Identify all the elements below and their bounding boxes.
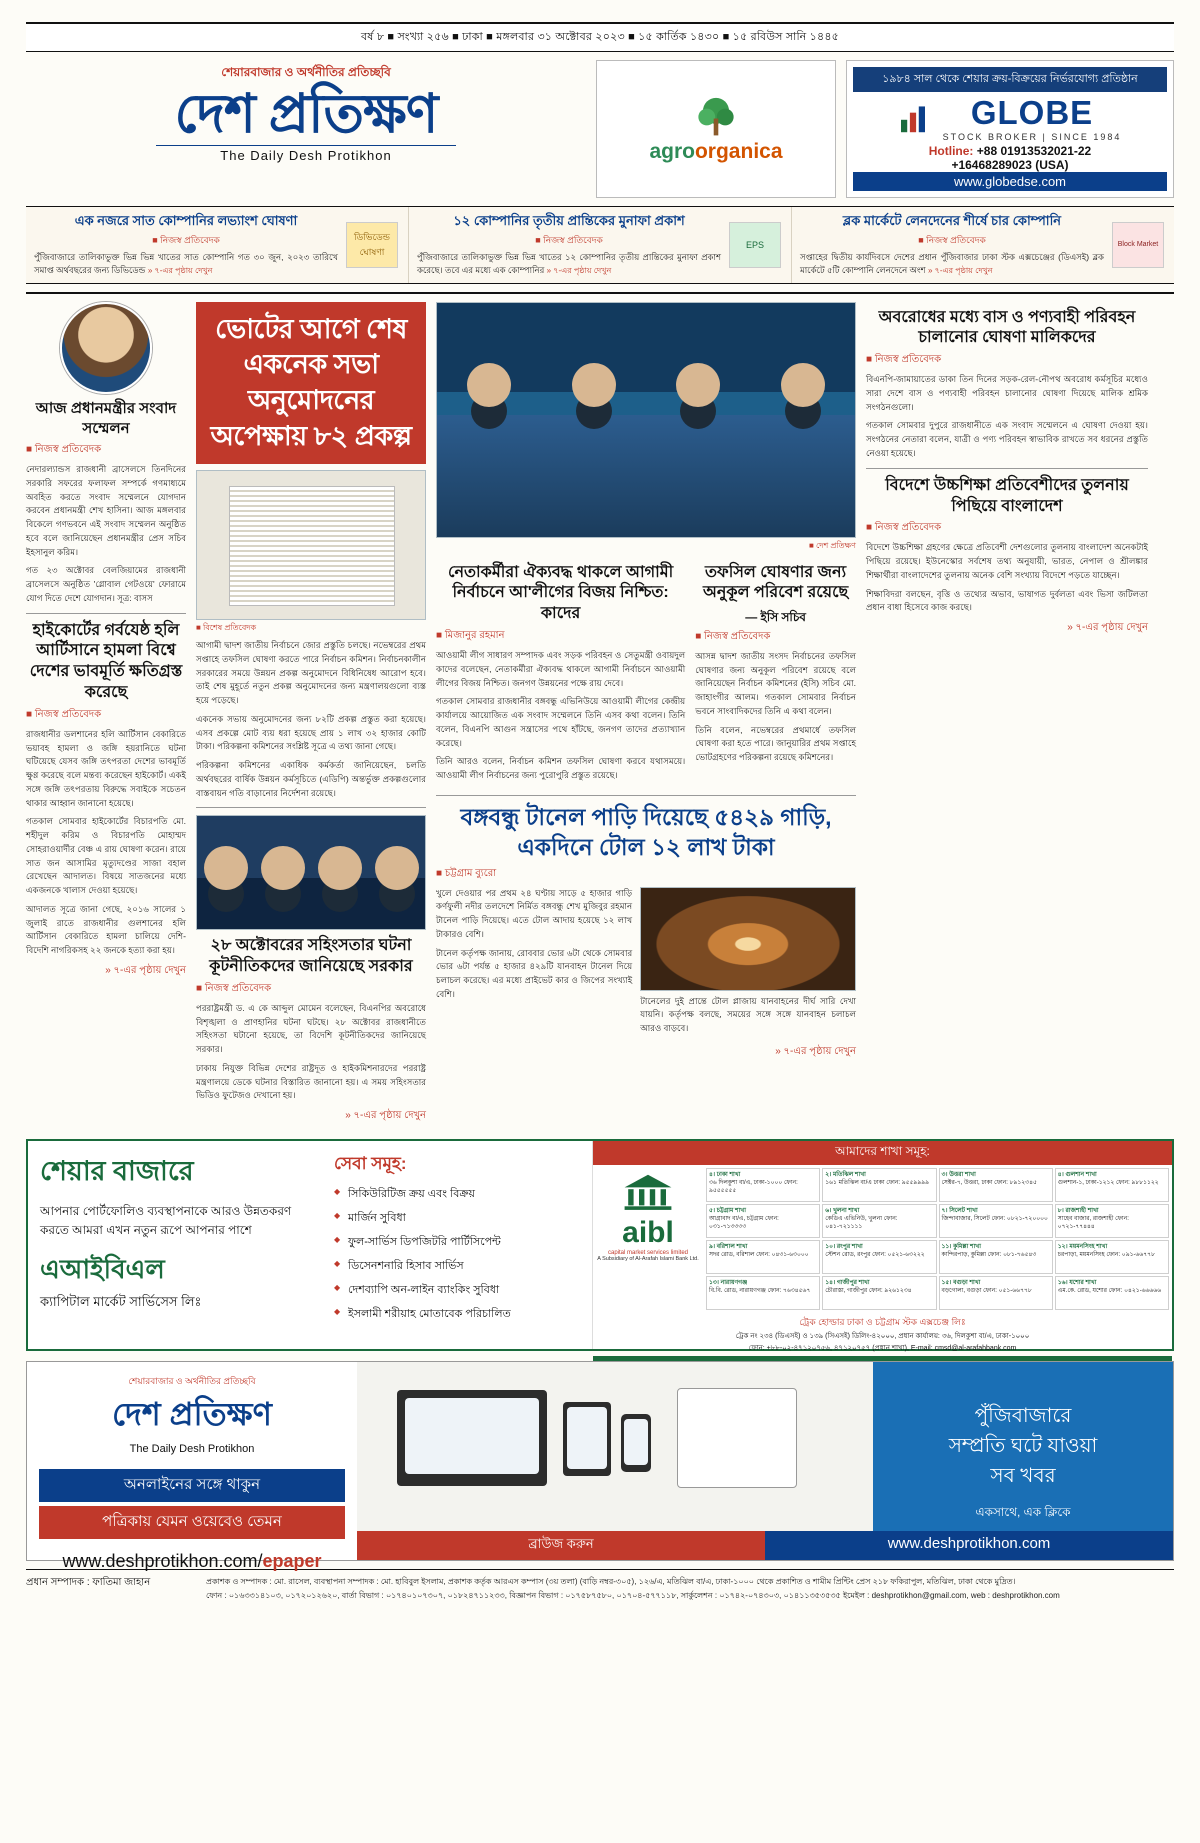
strip-more-2[interactable]: » ৭-এর পৃষ্ঠায় দেখুন [546, 265, 612, 275]
branch-address: স্টেশন রোড, রংপুর ফোন: ০৫২১-৬৩২২২ [825, 1252, 925, 1259]
column-2 [196, 302, 426, 1130]
branch-name: ৫। চট্টগ্রাম শাখা [709, 1208, 746, 1215]
col4-para-5: বিদেশে উচ্চশিক্ষা গ্রহণের ক্ষেত্রে প্রতিবেশী দেশগুলোর তুলনায় বাংলাদেশ অনেকটাই পিছিয়ে রয়েছে। ইউনেস্কোর সর্বশেষ তথ্য অনুযায়ী, ভারত, নেপাল ও শ্রীলঙ্কার শিক্ষার্থীরা বাংলাদেশের তুলনায় অনেক বেশি সংখ্যায় বিদেশে পড়তে যাচ্ছেন। [866, 542, 1148, 580]
aibl-services-block [328, 1141, 593, 1349]
col2-headline-3: ২৮ অক্টোবরের সহিংসতার ঘটনা কূটনীতিকদের জানিয়েছে সরকার [209, 937, 413, 976]
col1-continue-link[interactable]: » ৭-এর পৃষ্ঠায় দেখুন [105, 964, 186, 976]
aibl-branch-grid [703, 1165, 1172, 1313]
branch-address: কেডিএ এভিনিউ, খুলনা ফোন: ০৪১-৭২১১১১ [825, 1216, 898, 1231]
col2-article-1-body [196, 639, 426, 800]
branch-address: এম.কে. রোড, যশোর ফোন: ০৪২১-৬৬৬৬৬ [1057, 1288, 1162, 1295]
branch-item [939, 1204, 1053, 1238]
branch-name: ১২। ময়মনসিংহ শাখা [1057, 1244, 1108, 1251]
footer-line-1: প্রকাশক ও সম্পাদক : মো. রাসেল, ব্যবস্থাপনা সম্পাদক : মো. হাবিবুল ইসলাম, প্রকাশক কর্তৃক আরএস কম্পাস (৩য় তলা) (বাড়ি নম্বর-৩০৫), ১২৬/এ, মতিঝিল বা/এ, ঢাকা-১০০০ থেকে প্রকাশিত ও শামীম প্রিন্টিং প্রেস ২১৮ ফকিরাপুল, মতিঝিল, ঢাকা থেকে মুদ্রিত। [206, 1577, 1016, 1587]
aibl-branch-grid-wrap [703, 1165, 1172, 1313]
strip-byline-1: ■ নিজস্ব প্রতিবেদক [152, 234, 220, 245]
branch-item [706, 1240, 820, 1274]
aibl-ad-title: শেয়ার বাজারে [40, 1156, 194, 1187]
column-1 [26, 302, 186, 1130]
strip-item-eps[interactable] [409, 207, 792, 283]
aibl-brand-name: এআইবিএল [40, 1253, 165, 1284]
aibl-services-list [334, 1185, 586, 1324]
strip-body-text-3: সপ্তাহের দ্বিতীয় কার্যদিবসে দেশের প্রধান পুঁজিবাজার ঢাকা স্টক এক্সচেঞ্জের (ডিএসই) ব্লক মার্কেটে ৫টি কোম্পানি লেনদেনে অংশ [800, 251, 1104, 275]
aibl-brand-sub: ক্যাপিটাল মার্কেট সার্ভিসেস লিঃ [40, 1293, 202, 1309]
aibl-ad-subtitle: আপনার পোর্টফোলিও ব্যবস্থাপনাকে আরও উন্নতকরণ করতে আমরা এখন নতুন রূপে আপনার পাশে [40, 1204, 292, 1238]
epaper-title: দেশ প্রতিক্ষণ [112, 1396, 272, 1433]
strip-text-3 [800, 213, 1110, 277]
strip-headline-3: ব্লক মার্কেটে লেনদেনের শীর্ষে চার কোম্পানি [842, 213, 1062, 228]
col1-headline-2: হাইকোর্টের গর্বযেষ্ঠ হলি আর্টিসানে হামলা বিশ্বে দেশের ভাবমূর্তি ক্ষতিগ্রস্ত করেছে [29, 621, 183, 702]
col3-continue-link[interactable]: » ৭-এর পৃষ্ঠায় দেখুন [775, 1045, 856, 1057]
issue-info-bar: বর্ষ ৮ ■ সংখ্যা ২৫৬ ■ ঢাকা ■ মঙ্গলবার ৩১ অক্টোবর ২০২৩ ■ ১৫ কার্তিক ১৪৩০ ■ ১৫ রবিউস সানি ১৪৪৫ [26, 22, 1174, 52]
col4-article-1-body [866, 373, 1148, 461]
branch-item [706, 1168, 820, 1202]
strip-body-text-2: পুঁজিবাজারে তালিকাভুক্ত ভিন্ন ভিন্ন খাতের ১২ কোম্পানির তৃতীয় প্রান্তিকের মুনাফা প্রকাশ করেছে। তবে এর মধ্যে এক কোম্পানির [417, 251, 721, 275]
col4-headline-3: বিদেশে উচ্চশিক্ষা প্রতিবেশীদের তুলনায় পিছিয়ে বাংলাদেশ [885, 476, 1129, 515]
col3-left-article [436, 557, 685, 788]
branch-address: ৩৬ দিলকুশা বা/এ, ঢাকা-১০০০ ফোন: ৯৫৫৫৫৫৫ [709, 1180, 798, 1195]
ad-epaper-promo[interactable] [26, 1361, 1174, 1572]
lead-headline: ভোটের আগে শেষ একনেক সভা অনুমোদনের অপেক্ষায় ৮২ প্রকল্প [196, 302, 426, 465]
epaper-bar-1: অনলাইনের সঙ্গে থাকুন [39, 1469, 345, 1502]
tunnel-photo [640, 887, 856, 991]
epaper-english-title: The Daily Desh Protikhon [129, 1443, 255, 1456]
aibl-service-item: ◆ দেশব্যাপি অন-লাইন ব্যাংকিং সুবিধা [334, 1281, 586, 1300]
strip-byline-3: ■ নিজস্ব প্রতিবেদক [918, 234, 986, 245]
branch-name: ৪। গুলশান শাখা [1057, 1172, 1097, 1179]
footer-imprint [206, 1575, 1174, 1602]
col3-right-article [695, 557, 856, 788]
col3-split-row [436, 557, 856, 788]
agro-name-second: organica [694, 140, 783, 163]
strip-byline-2: ■ নিজস্ব প্রতিবেদক [535, 234, 603, 245]
branch-item [706, 1204, 820, 1238]
branch-name: ১৩। নারায়ণগঞ্জ [709, 1280, 748, 1287]
branch-address: চৌরাস্তা, গাজীপুর ফোন: ৯২৬১২৩৪ [825, 1288, 912, 1295]
branch-item [1055, 1204, 1169, 1238]
col4-headline-2: তফসিল ঘোষণার জন্য অনুকূল পরিবেশ রয়েছে [702, 563, 849, 602]
branch-item [822, 1204, 936, 1238]
strip-text-1 [34, 213, 344, 277]
aibl-phone-line: ফোন: +৮৮-০২-৪৭১২০৭৫৬, ৪৭১২০৭৫৭ (প্রধান শাখা), E-mail: cmsd@al-arafahbank.com [748, 1345, 1017, 1353]
branch-item [822, 1240, 936, 1274]
tablet-screen [567, 1407, 607, 1469]
col2-byline-3: ■ নিজস্ব প্রতিবেদক [196, 982, 272, 994]
branch-address: সাহেব বাজার, রাজশাহী ফোন: ০৭২১-৭৭৪৪৪ [1057, 1216, 1129, 1231]
column-4 [866, 302, 1148, 1130]
prime-minister-portrait [60, 302, 152, 394]
masthead-divider [156, 145, 456, 146]
branch-name: ৪। ঢাকা শাখা [709, 1172, 741, 1179]
branch-name: ১০। রংপুর শাখা [825, 1244, 863, 1251]
eps-icon [727, 213, 783, 277]
page-footer [26, 1569, 1174, 1602]
globe-phone-1: +88 01913532021-22 [976, 144, 1092, 158]
branch-item [939, 1168, 1053, 1202]
press-conference-photo [436, 302, 856, 538]
col4-para-6: শিক্ষাবিদরা বলছেন, বৃত্তি ও তথ্যের অভাব, ভাষাগত দুর্বলতা এবং ভিসা জটিলতা প্রধান বাধা হিসেবে কাজ করছে। [866, 588, 1148, 613]
strip-headline-2: ১২ কোম্পানির তৃতীয় প্রান্তিকের মুনাফা প্রকাশ [453, 213, 685, 228]
aibl-services-title: সেবা সমূহ: [334, 1154, 407, 1174]
tunnel-text-left [436, 887, 632, 1041]
col3-byline-2: ■ চট্টগ্রাম ব্যুরো [436, 867, 497, 879]
ad-globe-stock-broker[interactable] [846, 60, 1174, 198]
branch-address: বি.বি. রোড, নারায়ণগঞ্জ ফোন: ৭৬৩৪৫৬৭ [709, 1288, 811, 1295]
epaper-right-line-3: সব খবর [990, 1465, 1056, 1488]
agro-logo-text [649, 140, 782, 164]
epaper-footer-bar [357, 1531, 1173, 1560]
epaper-url-suffix: epaper [262, 1551, 322, 1572]
branch-address: বড়গোলা, বগুড়া ফোন: ০৫১-৬৬৭৭৮ [941, 1288, 1032, 1295]
col3-para-6: টানেলের দুই প্রান্তে টোল প্লাজায় যানবাহনের দীর্ঘ সারি দেখা যায়নি। কর্তৃপক্ষ বলছে, সময়ের সঙ্গে সঙ্গে যানবাহন চলাচল আরও বাড়বে। [640, 995, 856, 1034]
globe-logo-text: GLOBE [970, 94, 1094, 131]
col3-para-2: গতকাল সোমবার রাজধানীর বঙ্গবন্ধু এভিনিউয়ে আওয়ামী লীগের কেন্দ্রীয় কার্যালয়ে আয়োজিত এক সংবাদ সম্মেলনে তিনি এসব কথা বলেন। তিনি বলেন, বিএনপি আগুন সন্ত্রাসের পথে হাঁটছে, জনগণ তাদের প্রত্যাখ্যান করেছে। [436, 696, 686, 748]
branch-name: ১৫। বগুড়া শাখা [941, 1280, 981, 1287]
col1-para-4: গতকাল সোমবার হাইকোর্টের বিচারপতি মো. শহীদুল করিম ও বিচারপতি মোহাম্মদ সোহরাওয়ার্দীর বেঞ্চ এ রায় ঘোষণা করেন। রায়ে সাত জন আসামির মৃত্যুদণ্ডের সাজা বহাল রেখেছেন আদালত। বিষয়ে সাতজনের মধ্যে একজনকে খালাস দেওয়া হয়েছে। [26, 816, 186, 896]
branch-address: সেক্টর-৭, উত্তরা, ঢাকা ফোন: ৮৯১২৩৪৫ [941, 1180, 1037, 1187]
strip-more-3[interactable]: » ৭-এর পৃষ্ঠায় দেখুন [927, 265, 993, 275]
eps-icon-badge: EPS [729, 222, 781, 268]
col4-headline-2-sub: — ইসি সচিব [745, 610, 806, 625]
globe-logo-sub: STOCK BROKER | SINCE 1984 [942, 132, 1122, 142]
branch-item [1055, 1168, 1169, 1202]
tree-icon [693, 94, 739, 140]
masthead [26, 60, 1174, 198]
branch-address: আগ্রাবাদ বা/এ, চট্টগ্রাম ফোন: ০৩১-৭১৩৩৩৩ [709, 1216, 779, 1231]
col4-article-2-body [695, 650, 856, 765]
epaper-website-link[interactable]: www.deshprotikhon.com [765, 1531, 1173, 1560]
person-figure [318, 846, 362, 890]
col3-article-1-body [436, 649, 685, 783]
block-market-icon-badge: Block Market [1112, 222, 1164, 268]
strip-item-dividend[interactable] [26, 207, 409, 283]
branch-address: কান্দিরপাড়, কুমিল্লা ফোন: ০৮১-৭৬৫৪৩ [941, 1252, 1037, 1259]
person-figure [676, 363, 720, 407]
strip-text-2 [417, 213, 727, 277]
branch-name: ১৪। গাজীপুর শাখা [825, 1280, 870, 1287]
ad-agro-organica[interactable] [596, 60, 836, 198]
col3-para-1: আওয়ামী লীগ সাধারণ সম্পাদক এবং সড়ক পরিবহন ও সেতুমন্ত্রী ওবায়দুল কাদের বলেছেন, নেতাকর্মীরা ঐক্যবদ্ধ থাকলে আগামী নির্বাচনে আওয়ামী লীগের বিজয় নিশ্চিত। জনগণ উন্নয়নের পক্ষে রায় দেবে। [436, 650, 686, 688]
branch-address: সদর রোড, বরিশাল ফোন: ০৪৩১-৬৩০০০ [709, 1252, 809, 1259]
col3-byline-1: ■ মিজানুর রহমান [436, 630, 505, 642]
tunnel-text-right [640, 995, 856, 1036]
footer-editor: প্রধান সম্পাদক : ফাতিমা জাহান [26, 1577, 151, 1589]
aibl-branches-block [593, 1141, 1172, 1353]
epaper-left-block [27, 1362, 357, 1572]
col3-para-5: টানেল কর্তৃপক্ষ জানায়, রোববার ভোর ৬টা থেকে সোমবার ভোর ৬টা পর্যন্ত ৫ হাজার ৪২৯টি যানবাহন টানেল দিয়ে চলাচল করেছে। এর মধ্যে প্রাইভেট কার ও জিপের সংখ্যাই বেশি। [436, 947, 633, 999]
aibl-service-item: ◆ মার্জিন সুবিধা [334, 1209, 586, 1228]
tunnel-article-row [436, 887, 856, 1041]
branch-address: চরপাড়া, ময়মনসিংহ ফোন: ০৯১-৬৬৭৭৮ [1057, 1252, 1155, 1259]
col2-continue-link[interactable]: » ৭-এর পৃষ্ঠায় দেখুন [345, 1110, 426, 1122]
aibl-logo-subtitle-2: A Subsidiary of Al-Arafah Islami Bank Ltd. [597, 1256, 699, 1263]
col2-para-3: পরিকল্পনা কমিশনের একাধিক কর্মকর্তা জানিয়েছেন, চলতি অর্থবছরের বার্ষিক উন্নয়ন কর্মসূচিতে (এডিপি) অন্তর্ভুক্ত প্রকল্পগুলোর বাস্তবায়ন গতি বাড়ানোর নির্দেশনা রয়েছে। [196, 760, 426, 798]
globe-ad-topline: ১৯৮৪ সাল থেকে শেয়ার ক্রয়-বিক্রয়ের নির্ভরযোগ্য প্রতিষ্ঠান [853, 67, 1167, 92]
tunnel-photo-block [640, 887, 856, 1041]
tunnel-headline: বঙ্গবন্ধু টানেল পাড়ি দিয়েছে ৫৪২৯ গাড়ি, একদিনে টোল ১২ লাখ টাকা [460, 803, 832, 860]
masthead-english-title: The Daily Desh Protikhon [220, 147, 392, 163]
masthead-tagline: শেয়ারবাজার ও অর্থনীতির প্রতিচ্ছবি [221, 65, 391, 79]
press-table [437, 415, 855, 537]
branch-item [1055, 1240, 1169, 1274]
col2-para-1: আগামী দ্বাদশ জাতীয় নির্বাচনে জোর প্রস্তুতি চলছে। নভেম্বরের প্রথম সপ্তাহে তফসিল ঘোষণা করতে পারে নির্বাচন কমিশন। নির্বাচনকালীন সরকারের সময়ে উন্নয়ন প্রকল্প অনুমোদনে বিধিনিষেধ আরোপ হবে। তাই শেষ মুহূর্তে নতুন প্রকল্প অনুমোদনের জন্য মন্ত্রণালয়গুলো ব্যস্ত হয়ে পড়েছে। [196, 640, 426, 706]
photo-people [197, 846, 425, 890]
col4-para-4: তিনি বলেন, নভেম্বরের প্রথমার্ধে তফসিল ঘোষণা করা হতে পারে। জানুয়ারির প্রথম সপ্তাহে ভোটগ্রহণের পরিকল্পনা রয়েছে কমিশনের। [695, 724, 856, 763]
top-news-strip [26, 206, 1174, 284]
col3-para-3: তিনি আরও বলেন, নির্বাচন কমিশন তফসিল ঘোষণা করবে যথাসময়ে। আওয়ামী লীগ নির্বাচনের জন্য পুরোপুরি প্রস্তুত রয়েছে। [436, 756, 686, 781]
aibl-service-item: ◆ ফুল-সার্ভিস ডিপজিটরি পার্টিসিপেন্ট [334, 1233, 586, 1252]
col4-byline-2: ■ নিজস্ব প্রতিবেদক [695, 630, 771, 642]
col2-article-3-body [196, 1002, 426, 1103]
person-figure [375, 846, 419, 890]
strip-body-3 [800, 251, 1104, 277]
strip-body-text-1: পুঁজিবাজারে তালিকাভুক্ত ভিন্ন ভিন্ন খাতের সাত কোম্পানি গত ৩০ জুন, ২০২৩ তারিখে সমাপ্ত অর্থবছরের জন্য ডিভিডেন্ড [34, 251, 338, 275]
branch-address: জিন্দাবাজার, সিলেট ফোন: ০৮২১-৭২০০০০ [941, 1216, 1048, 1223]
col1-para-5: আদালত সূত্রে জানা গেছে, ২০১৬ সালের ১ জুলাই রাতে রাজধানীর গুলশানের হলি আর্টিসান বেকারিতে হামলা চালিয়ে দেশি-বিদেশি নাগরিকসহ ২২ জনকে হত্যা করা হয়। [26, 903, 186, 956]
col1-byline-2: ■ নিজস্ব প্রতিবেদক [26, 708, 102, 720]
aibl-branches-title: আমাদের শাখা সমূহ: [593, 1141, 1172, 1165]
agro-name-first: agro [649, 140, 695, 163]
strip-body-2 [417, 251, 721, 277]
col1-byline-1: ■ নিজস্ব প্রতিবেদক [26, 444, 102, 456]
col2-para-2: একনেক সভায় অনুমোদনের জন্য ৮২টি প্রকল্প প্রস্তুত করা হয়েছে। এসব প্রকল্পে মোট ব্যয় ধরা হয়েছে প্রায় ১ লাখ ৩২ হাজার কোটি টাকা। পরিকল্পনা কমিশনের সংশ্লিষ্ট সূত্রে এ তথ্য জানা গেছে। [196, 713, 426, 752]
speaker-event-photo [196, 815, 426, 930]
strip-body-1 [34, 251, 338, 277]
epaper-url-base: www.deshprotikhon.com/ [62, 1551, 263, 1572]
bank-building-icon [621, 1171, 675, 1211]
col3-divider-1 [436, 795, 856, 796]
strip-headline-1: এক নজরে সাত কোম্পানির লভ্যাংশ ঘোষণা [74, 213, 298, 228]
branch-name: ১৬। যশোর শাখা [1057, 1280, 1097, 1287]
press-panel-people [437, 363, 855, 407]
col1-para-3: রাজধানীর ডলশানের হলি আর্টিসান বেকারিতে ভয়াবহ হামলা ও জঙ্গি হয়রানিতে ঘটনা ঘটিয়েছে যেসব জঙ্গি তৎপরতা দেশের ভাবমূর্তি ক্ষুণ্ণ করেছে বলে মন্তব্য করেছেন হাইকোর্ট। একই সঙ্গে জঙ্গি তৎপরতায় বিরুদ্ধে সবাইকে সচেতন থাকার আহ্বান জানানো হয়েছে। [26, 728, 186, 808]
branch-name: ৩। উত্তরা শাখা [941, 1172, 976, 1179]
phone-screen [624, 1419, 648, 1465]
econ-council-photo [196, 470, 426, 620]
col4-para-2: গতকাল সোমবার দুপুরে রাজধানীতে এক সংবাদ সম্মেলনে এ ঘোষণা দেওয়া হয়। সংগঠনের নেতারা বলেন, যাত্রী ও পণ্য পরিবহন স্বাভাবিক রাখতে সব ধরনের প্রস্তুতি নেওয়া হয়েছে। [866, 420, 1148, 458]
epaper-right-line-2: সম্প্রতি ঘটে যাওয়া [948, 1435, 1098, 1458]
col4-byline-1: ■ নিজস্ব প্রতিবেদক [866, 354, 942, 366]
masthead-title: দেশ প্রতিক্ষণ [174, 84, 438, 144]
main-content-grid [26, 292, 1174, 1130]
epaper-tagline: শেয়ারবাজার ও অর্থনীতির প্রতিচ্ছবি [128, 1376, 256, 1387]
masthead-title-block [26, 60, 586, 198]
col2-para-5: পররাষ্ট্রমন্ত্রী ড. এ কে আব্দুল মোমেন বলেছেন, বিএনপির অবরোধে বিশৃঙ্খলা ও প্রাণহানির ঘটনা ঘটছে। ২৮ অক্টোবর রাজধানীতে সহিংসতা ঘটানো হয়েছে, তা বিদেশি কূটনীতিকদের জানিয়েছে সরকার। [196, 1002, 426, 1055]
col3-para-4: খুলে দেওয়ার পর প্রথম ২৪ ঘণ্টায় সাড়ে ৫ হাজার গাড়ি কর্ণফুলী নদীর তলদেশে নির্মিত বঙ্গবন্ধু শেখ মুজিবুর রহমান টানেল পাড়ি দিয়েছে। এতে টোল আদায় হয়েছে ১২ লাখ টাকারও বেশি। [436, 887, 633, 939]
pm-press-conference-headline: আজ প্রধানমন্ত্রীর সংবাদ সম্মেলন [35, 399, 177, 437]
laptop-screen [405, 1398, 539, 1474]
aibl-ad-left [28, 1141, 328, 1349]
document-photo-content [197, 471, 425, 619]
globe-hotline-label: Hotline: [928, 144, 974, 158]
person-figure [261, 846, 305, 890]
strip-item-block-market[interactable] [792, 207, 1174, 283]
branch-name: ৬। খুলনা শাখা [825, 1208, 860, 1215]
col1-para-2: গত ২৩ অক্টোবর বেলজিয়ামের রাজধানী ব্রাসেলসে অনুষ্ঠিত 'গ্লোবাল গেটওয়ে' ফোরামে যোগ দিতে দেশে যোগদান। সূত্র: বাসস [26, 565, 186, 603]
globe-phone-2: +16468289023 (USA) [951, 158, 1069, 172]
epaper-url[interactable] [39, 1551, 345, 1572]
branch-name: ৮। রাজশাহী শাখা [1057, 1208, 1099, 1215]
epaper-bar-2: পত্রিকায় যেমন ওয়েবেও তেমন [39, 1506, 345, 1539]
col1-article-2-body [26, 728, 186, 958]
strip-more-1[interactable]: » ৭-এর পৃষ্ঠায় দেখুন [147, 265, 213, 275]
branch-name: ৭। সিলেট শাখা [941, 1208, 978, 1215]
person-figure [781, 363, 825, 407]
ad-aibl-capital-market[interactable] [26, 1139, 1174, 1351]
col1-para-1: নেদারল্যান্ডস রাজধানী ব্রাসেলসে তিনদিনের সরকারি সফরের ফলাফল সম্পর্কে গণমাধ্যমে অবহিত করতে সংবাদ সম্মেলনে যোগদান করবেন প্রধানমন্ত্রী শেখ হাসিনা। আজ মঙ্গলবার বিকেলে গণভবনে এই সংবাদ সম্মেলন অনুষ্ঠিত হবে বলে জানিয়েছেন প্রধানমন্ত্রীর প্রেস সচিব ইহসানুল করিম। [26, 464, 186, 557]
col4-para-3: আসন্ন দ্বাদশ জাতীয় সংসদ নির্বাচনের তফসিল ঘোষণার জন্য অনুকূল পরিবেশ রয়েছে বলে জানিয়েছেন নির্বাচন কমিশনের (ইসি) সচিব মো. জাহাংগীর আলম। গতকাল সোমবার নির্বাচন ভবনে সাংবাদিকদের তিনি এ কথা বলেন। [695, 650, 856, 716]
col1-article-1-body [26, 463, 186, 606]
person-figure [572, 363, 616, 407]
col2-photo-caption: ■ বিশেষ প্রতিবেদক [196, 623, 257, 633]
branch-name: ২। মতিঝিল শাখা [825, 1172, 866, 1179]
branch-address: গুলশান-১, ঢাকা-১২১২ ফোন: ৯৮৮১১২২ [1057, 1180, 1159, 1187]
dividend-icon-badge: ডিভিডেন্ড ঘোষণা [346, 222, 398, 268]
aibl-logo-subtitle: capital market services limited [607, 1250, 689, 1257]
col1-divider-1 [26, 613, 186, 614]
branch-item [939, 1276, 1053, 1310]
branch-name: ১১। কুমিল্লা শাখা [941, 1244, 981, 1251]
block-market-icon [1110, 213, 1166, 277]
epaper-right-line-4: একসাথে, এক ক্লিকে [975, 1505, 1071, 1520]
aibl-address-line: ট্রেক নং ২৩৪ (ডিএসই) ও ১৩৯ (সিএসই) ডিলিং-৪২০০০, প্রধান কার্যালয়: ৩৬, দিলকুশা বা/এ, ঢাকা-১০০০ [735, 1333, 1030, 1341]
branch-item [1055, 1276, 1169, 1310]
person-figure [204, 846, 248, 890]
branch-item [706, 1276, 820, 1310]
aibl-logo-text: aibl [622, 1216, 674, 1250]
branch-address: ১৬১ মতিঝিল বা/এ ঢাকা ফোন: ৯৫৫৯৯৯৯ [825, 1180, 929, 1187]
col4-continue-link[interactable]: » ৭-এর পৃষ্ঠায় দেখুন [1067, 622, 1148, 634]
col4-headline-1: অবরোধের মধ্যে বাস ও পণ্যবাহী পরিবহন চালানোর ঘোষণা মালিকদের [878, 308, 1136, 347]
col2-divider-1 [196, 807, 426, 808]
branch-name: ৯। বরিশাল শাখা [709, 1244, 748, 1251]
aibl-service-item: ◆ ডিসেনশনারি হিসাব সার্ভিস [334, 1257, 586, 1276]
branch-item [939, 1240, 1053, 1274]
col2-para-6: ঢাকায় নিযুক্ত বিভিন্ন দেশের রাষ্ট্রদূত ও হাইকমিশনারদের পররাষ্ট্র মন্ত্রণালয়ে ডেকে ঘটনার বিস্তারিত জানানো হয়। এ সময় সহিংসতার ভিডিও ফুটেজও দেখানো হয়। [196, 1062, 426, 1101]
col4-para-1: বিএনপি-জামায়াতের ডাকা তিন দিনের সড়ক-রেল-নৌপথ অবরোধ কর্মসূচির মধ্যেও সারা দেশে বাস ও পণ্যবাহী পরিবহন চালানোর ঘোষণা দিয়েছে মালিক শ্রমিক সংগঠনগুলো। [866, 374, 1148, 412]
person-figure [467, 363, 511, 407]
globe-hotline [929, 144, 1091, 158]
globe-website-link[interactable]: www.globedse.com [853, 172, 1167, 191]
aibl-logo-block [593, 1165, 703, 1313]
aibl-head-office-line: ট্রেক হোল্ডার ঢাকা ও চট্টগ্রাম স্টক এক্সচেঞ্জ লিঃ [799, 1317, 966, 1328]
col4-divider-1 [866, 468, 1148, 469]
newspaper-preview [677, 1388, 797, 1488]
dividend-icon [344, 213, 400, 277]
col4-article-3-body [866, 541, 1148, 615]
tunnel-photo-content [641, 888, 855, 990]
aibl-service-item: ◆ সিকিউরিটিজ ক্রয় এবং বিক্রয় [334, 1185, 586, 1204]
branch-item [822, 1168, 936, 1202]
chart-icon [899, 102, 935, 134]
col4-byline-3: ■ নিজস্ব প্রতিবেদক [866, 522, 942, 534]
col3-headline-1: নেতাকর্মীরা ঐক্যবদ্ধ থাকলে আগামী নির্বাচনে আ'লীগের বিজয় নিশ্চিত: কাদের [447, 563, 674, 623]
column-3 [436, 302, 856, 1130]
branch-item [822, 1276, 936, 1310]
col3-photo-caption: ■ দেশ প্রতিক্ষণ [808, 540, 856, 550]
aibl-service-item: ◆ ইসলামী শরীয়াহ মোতাবেক পরিচালিত [334, 1305, 586, 1324]
epaper-right-line-1: পুঁজিবাজারে [974, 1405, 1072, 1428]
epaper-browse-button[interactable]: ব্রাউজ করুন [357, 1531, 765, 1560]
footer-line-2: ফোন : ০১৬৩৩১৪১০৩, ০১৭২০১২৬২০, বার্তা বিভাগ : ০১৭৪০১০৭৩০৭, ০১৮২৪৭১১২৩৩, বিজ্ঞাপন বিভাগ : ০১৭৫৮৭৫৮০, ০১৭০৪-৫৭৭১১৮, সার্কুলেশন : ০১৭৪২-০৭৪৩০৩, ০১৪১১৩৫৩৫৩৫ ইমেইল : deshprotikhon@gmail.com, web : deshprotikhon.com [206, 1590, 1060, 1600]
